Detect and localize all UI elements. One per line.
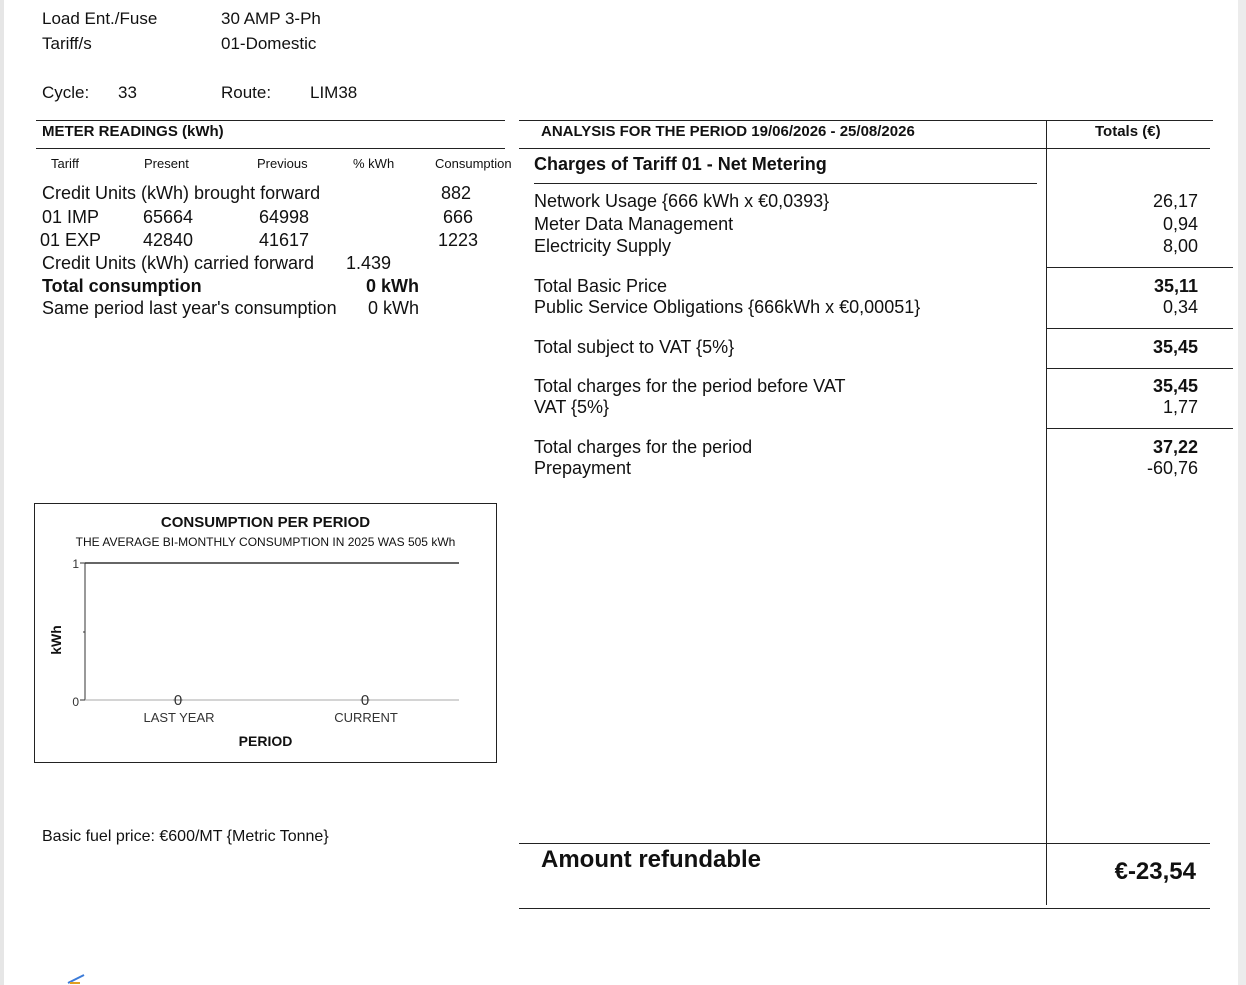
load-label: Load Ent./Fuse [42, 9, 158, 28]
meter-readings-title: METER READINGS (kWh) [42, 123, 224, 140]
charge-label: Public Service Obligations {666kWh x €0,00051} [534, 297, 921, 317]
subtotal-rule [1047, 328, 1233, 329]
check-mark-icon [66, 973, 86, 985]
col-consumption: Consumption [435, 156, 512, 171]
refund-bottom-rule [519, 908, 1210, 909]
total-consumption-label: Total consumption [42, 276, 202, 296]
charge-label: Prepayment [534, 458, 632, 478]
charge-value: 26,17 [1152, 191, 1198, 211]
meter-title-rule [36, 148, 505, 149]
brought-forward-label: Credit Units (kWh) brought forward [42, 183, 321, 203]
charge-value: 1,77 [1162, 397, 1198, 417]
tariff-value: 01-Domestic [221, 34, 317, 53]
x-tick-label: CURRENT [334, 710, 398, 725]
chart-subtitle: THE AVERAGE BI-MONTHLY CONSUMPTION IN 2025 WAS 505 kWh [75, 535, 456, 549]
charge-label: Total subject to VAT {5%} [534, 337, 735, 357]
y-tick-label: 0 [72, 695, 79, 709]
totals-header: Totals (€) [1095, 123, 1161, 140]
charge-value: 0,34 [1162, 297, 1198, 317]
data-label: 0 [360, 692, 370, 709]
tariff-heading-rule [534, 183, 1037, 184]
data-label: 0 [173, 692, 183, 709]
y-tick-label: 1 [72, 557, 79, 571]
meter-row-consumption: 1223 [438, 230, 479, 250]
col-tariff: Tariff [51, 156, 79, 171]
col-present: Present [144, 156, 189, 171]
refund-top-rule [519, 843, 1210, 844]
subtotal-rule [1047, 267, 1233, 268]
charge-value: 8,00 [1162, 236, 1198, 256]
charge-value: 35,11 [1153, 276, 1198, 296]
charge-label: Electricity Supply [534, 236, 672, 256]
subtotal-rule [1047, 428, 1233, 429]
charge-value: 35,45 [1152, 337, 1198, 357]
charge-label: VAT {5%} [534, 397, 610, 417]
cycle-value: 33 [118, 83, 137, 102]
charge-label: Network Usage {666 kWh x €0,0393} [534, 191, 830, 211]
consumption-chart [34, 503, 497, 763]
chart-plot [35, 504, 496, 762]
route-value: LIM38 [310, 83, 358, 102]
x-axis-label: PERIOD [238, 733, 293, 749]
analysis-title-rule [519, 148, 1210, 149]
analysis-top-rule [519, 120, 1213, 121]
charge-label: Total charges for the period [534, 437, 753, 457]
col-previous: Previous [257, 156, 308, 171]
meter-row-consumption: 666 [443, 207, 474, 227]
meter-row-tariff: 01 IMP [42, 207, 100, 227]
subtotal-rule [1047, 368, 1233, 369]
last-year-value: 0 kWh [368, 298, 420, 318]
amount-refundable-label: Amount refundable [541, 846, 761, 873]
route-label: Route: [221, 83, 272, 102]
last-year-label: Same period last year's consumption [42, 298, 337, 318]
brought-forward-value: 882 [441, 183, 472, 203]
carried-forward-value: 1.439 [346, 253, 392, 273]
chart-title: CONSUMPTION PER PERIOD [160, 514, 371, 531]
totals-column-divider [1046, 120, 1047, 905]
charge-value: 35,45 [1152, 376, 1198, 396]
meter-row-tariff: 01 EXP [40, 230, 102, 250]
total-consumption-value: 0 kWh [366, 276, 420, 296]
analysis-title: ANALYSIS FOR THE PERIOD 19/06/2026 - 25/08/2026 [541, 123, 915, 140]
y-axis-label: kWh [48, 625, 64, 655]
charge-value: 0,94 [1162, 214, 1198, 234]
page-edge-right [1238, 0, 1246, 985]
meter-row-previous: 64998 [259, 207, 310, 227]
charge-value: 37,22 [1152, 437, 1198, 457]
x-tick-label: LAST YEAR [143, 710, 215, 725]
meter-row-present: 65664 [143, 207, 194, 227]
col-percent-kwh: % kWh [353, 156, 395, 171]
meter-top-rule [36, 120, 505, 121]
page-edge-left [0, 0, 4, 985]
charge-value: -60,76 [1146, 458, 1198, 478]
charge-label: Total Basic Price [534, 276, 668, 296]
meter-row-present: 42840 [143, 230, 194, 250]
tariff-label: Tariff/s [42, 34, 92, 53]
basic-fuel-price: Basic fuel price: €600/MT {Metric Tonne} [42, 828, 329, 845]
load-value: 30 AMP 3-Ph [221, 9, 321, 28]
amount-refundable-value: €-23,54 [1114, 858, 1196, 885]
meter-row-previous: 41617 [259, 230, 310, 250]
carried-forward-label: Credit Units (kWh) carried forward [42, 253, 315, 273]
charge-label: Total charges for the period before VAT [534, 376, 846, 396]
cycle-label: Cycle: [42, 83, 90, 102]
tariff-heading: Charges of Tariff 01 - Net Metering [534, 154, 827, 174]
charge-label: Meter Data Management [534, 214, 734, 234]
